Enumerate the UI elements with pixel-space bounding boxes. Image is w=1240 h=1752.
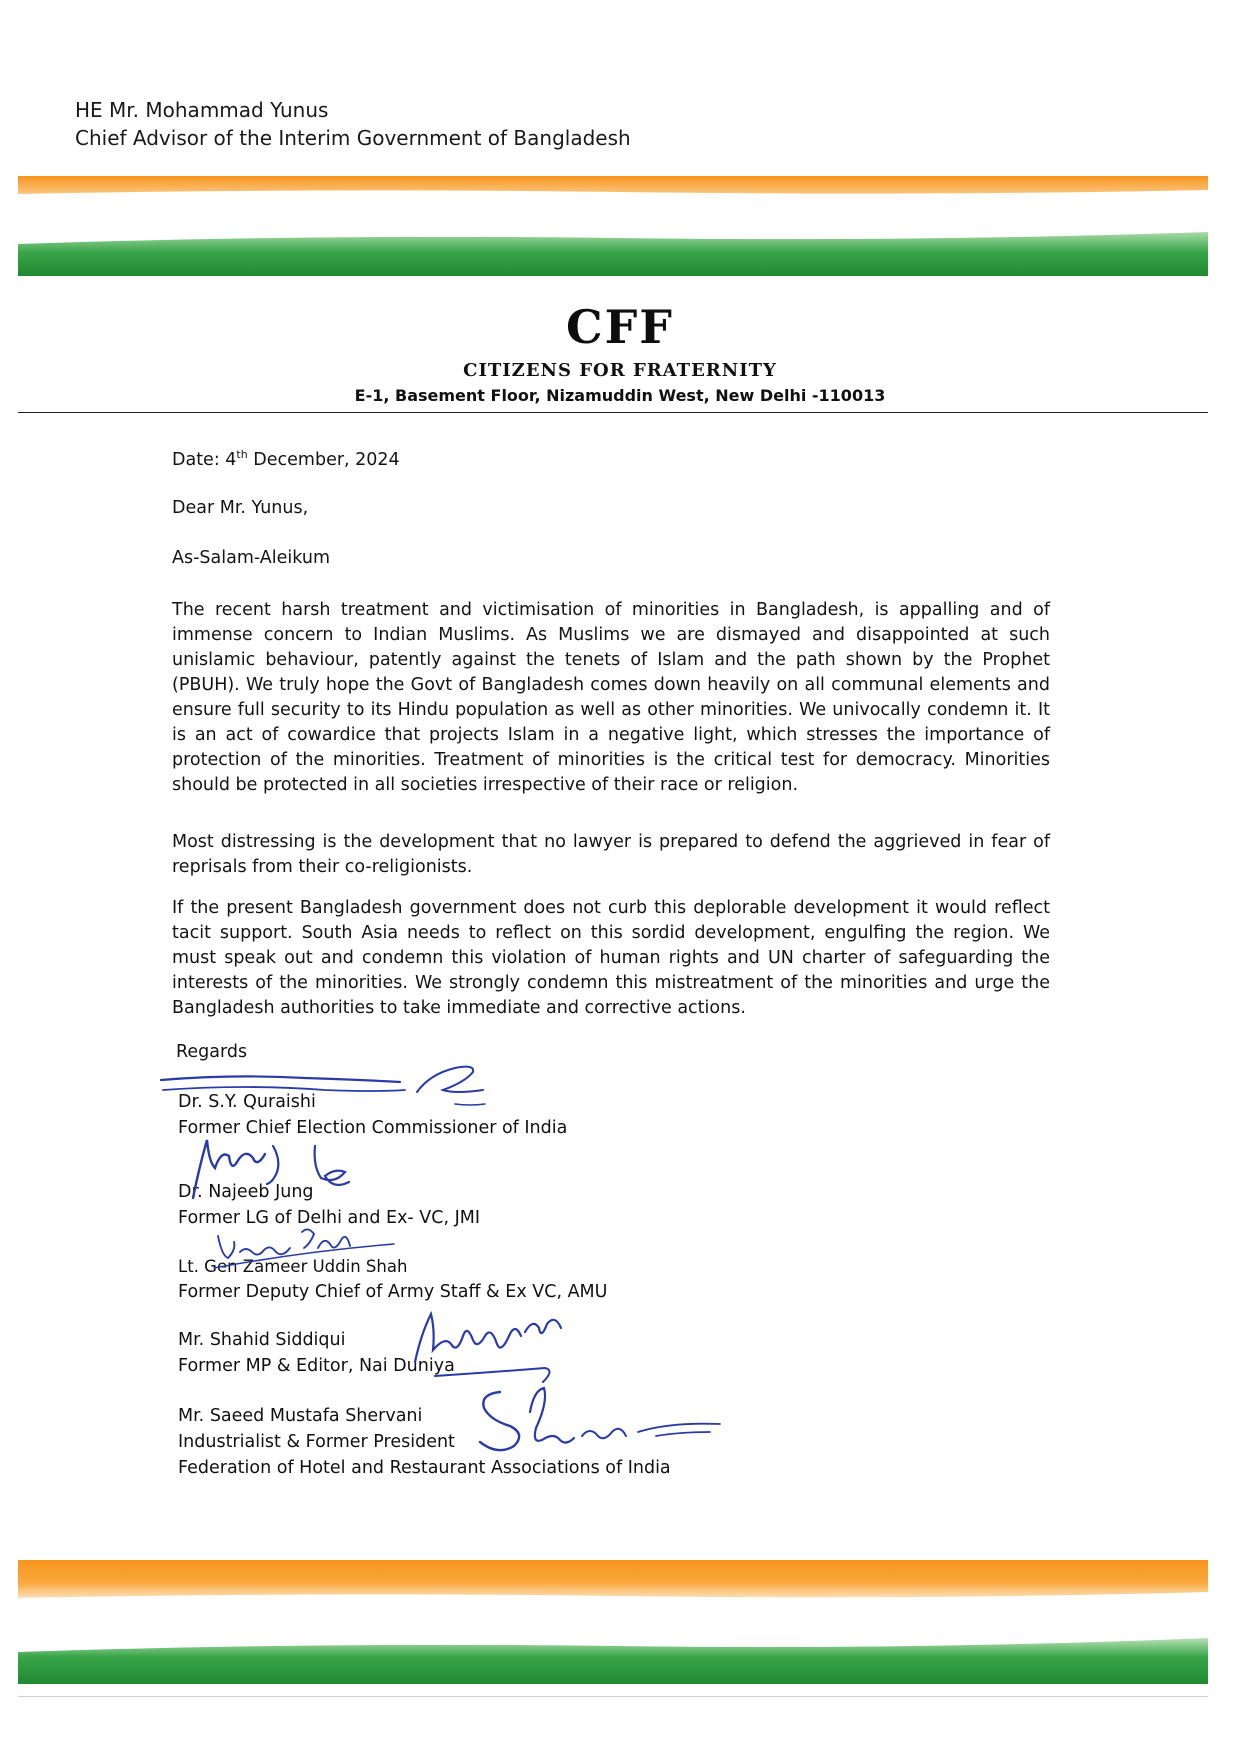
signatory-5-role-2: Federation of Hotel and Restaurant Associations of India xyxy=(178,1458,671,1478)
signatory-5-role-1: Industrialist & Former President xyxy=(178,1432,455,1452)
page-bottom-line xyxy=(18,1696,1208,1697)
recipient-title: Chief Advisor of the Interim Government of Bangladesh xyxy=(75,126,631,150)
signatory-5-name: Mr. Saeed Mustafa Shervani xyxy=(178,1406,423,1426)
org-abbreviation: CFF xyxy=(566,300,674,354)
closing: Regards xyxy=(176,1042,248,1062)
signature-siddiqui xyxy=(405,1306,585,1386)
paragraph-2: Most distressing is the development that no lawyer is prepared to defend the aggrieved in fear of reprisals from their co-religionists. xyxy=(172,832,1050,877)
signature-quraishi xyxy=(155,1060,495,1110)
signatory-2-name: Dr. Najeeb Jung xyxy=(178,1182,314,1202)
signature-shah xyxy=(210,1222,400,1272)
recipient-name: HE Mr. Mohammad Yunus xyxy=(75,98,329,122)
signatory-1-role: Former Chief Election Commissioner of India xyxy=(178,1118,568,1138)
signatory-1-name: Dr. S.Y. Quraishi xyxy=(178,1092,316,1112)
top-tricolor-band xyxy=(18,176,1208,276)
org-name: CITIZENS FOR FRATERNITY xyxy=(463,360,777,381)
paragraph-1: The recent harsh treatment and victimisation of minorities in Bangladesh, is appalling and of immense concern to Indian Muslims. As Muslims we are dismayed and disappointed at such unislamic behaviour, patently against the tenets of Islam and the path shown by the Prophet (PBUH). We truly hope the Govt of Bangladesh comes down heavily on all communal elements and ensure full security to its Hindu population as well as other minorities. We univocally condemn it. It is an act of cowardice that projects Islam in a negative light, which stresses the importance of protection of the minorities. Treatment of minorities is the critical test for democracy. Minorities should be protected in all societies irrespective of their race or religion. xyxy=(172,600,1050,795)
signatory-2-role: Former LG of Delhi and Ex- VC, JMI xyxy=(178,1208,481,1228)
signature-jung xyxy=(185,1132,365,1204)
signature-shervani xyxy=(470,1382,730,1462)
letter-date xyxy=(172,442,400,473)
signatory-3-name: Lt. Gen Zameer Uddin Shah xyxy=(178,1257,408,1276)
signatory-4-role: Former MP & Editor, Nai Duniya xyxy=(178,1356,455,1376)
bottom-tricolor-band xyxy=(18,1560,1208,1684)
paragraph-3: If the present Bangladesh government does not curb this deplorable development it would reflect tacit support. South Asia needs to reflect on this sordid development, engulfing the region. We must speak out and condemn this violation of human rights and UN charter of safeguarding the interests of the minorities. We strongly condemn this mistreatment of the minorities and urge the Bangladesh authorities to take immediate and corrective actions. xyxy=(172,898,1050,1018)
org-address: E-1, Basement Floor, Nizamuddin West, New Delhi -110013 xyxy=(354,386,886,405)
signatory-4-name: Mr. Shahid Siddiqui xyxy=(178,1330,346,1350)
greeting: As-Salam-Aleikum xyxy=(172,548,330,568)
salutation: Dear Mr. Yunus, xyxy=(172,498,309,518)
signatory-3-role: Former Deputy Chief of Army Staff & Ex VC, AMU xyxy=(178,1282,608,1302)
date-suffix: th xyxy=(236,448,248,461)
letterhead-divider xyxy=(18,412,1208,413)
date-label: Date: 4 xyxy=(172,449,237,470)
date-rest: December, 2024 xyxy=(247,449,400,470)
